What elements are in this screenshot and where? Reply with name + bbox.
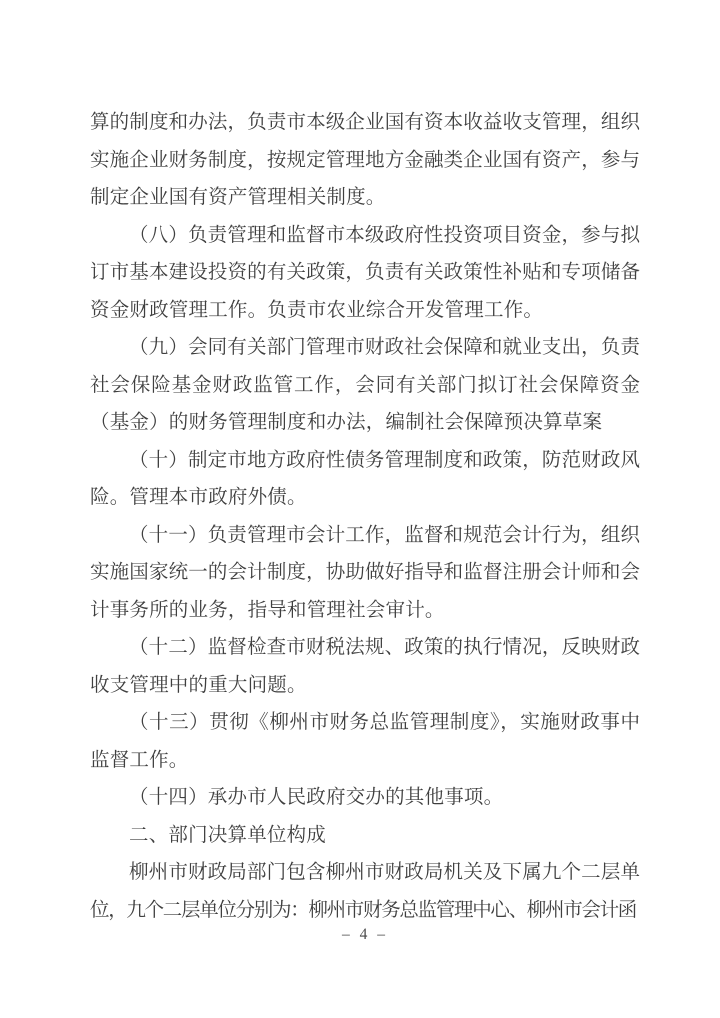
paragraph bbox=[90, 629, 640, 704]
page-number: – 4 – bbox=[342, 926, 388, 943]
paragraph bbox=[90, 517, 640, 630]
text-line: 社会保险基金财政监管工作，会同有关部门拟订社会保障资金 bbox=[90, 374, 640, 396]
text-line: （九）会同有关部门管理市财政社会保障和就业支出，负责 bbox=[129, 337, 640, 358]
paragraph bbox=[90, 817, 640, 855]
text-line: 计事务所的业务，指导和管理社会审计。 bbox=[90, 599, 445, 621]
paragraph bbox=[90, 704, 640, 779]
text-line: （十四）承办市人民政府交办的其他事项。 bbox=[129, 787, 504, 808]
text-line: 位，九个二层单位分别为：柳州市财务总监管理中心、柳州市会计函 bbox=[90, 899, 637, 921]
document-body bbox=[90, 104, 640, 929]
text-line: 实施企业财务制度，按规定管理地方金融类企业国有资产，参与 bbox=[90, 149, 640, 171]
text-line: 收支管理中的重大问题。 bbox=[90, 674, 307, 696]
text-line: （十二）监督检查市财税法规、政策的执行情况，反映财政 bbox=[129, 637, 640, 658]
text-line: （十）制定市地方政府性债务管理制度和政策，防范财政风 bbox=[129, 449, 640, 471]
text-line: 实施国家统一的会计制度，协助做好指导和监督注册会计师和会 bbox=[90, 562, 640, 583]
text-line: （十一）负责管理市会计工作，监督和规范会计行为，组织 bbox=[129, 524, 640, 546]
paragraph bbox=[90, 217, 640, 330]
text-line: 订市基本建设投资的有关政策，负责有关政策性补贴和专项储备 bbox=[90, 262, 640, 283]
paragraph bbox=[90, 104, 640, 217]
text-line: 柳州市财政局部门包含柳州市财政局机关及下属九个二层单 bbox=[129, 862, 640, 883]
text-line: （基金）的财务管理制度和办法，编制社会保障预决算草案 bbox=[90, 412, 603, 433]
text-line: 监督工作。 bbox=[90, 749, 189, 771]
text-line: 险。管理本市政府外债。 bbox=[90, 487, 307, 508]
text-line: （十三）贯彻《柳州市财务总监管理制度》，实施财政事中 bbox=[129, 712, 640, 733]
paragraph bbox=[90, 854, 640, 929]
text-line: （八）负责管理和监督市本级政府性投资项目资金，参与拟 bbox=[129, 224, 640, 246]
text-line: 二、部门决算单位构成 bbox=[129, 824, 327, 846]
text-line: 资金财政管理工作。负责市农业综合开发管理工作。 bbox=[90, 299, 544, 321]
paragraph bbox=[90, 442, 640, 517]
paragraph bbox=[90, 329, 640, 442]
text-line: 算的制度和办法，负责市本级企业国有资本收益收支管理，组织 bbox=[90, 112, 640, 133]
text-line: 制定企业国有资产管理相关制度。 bbox=[90, 187, 386, 208]
paragraph bbox=[90, 779, 640, 817]
